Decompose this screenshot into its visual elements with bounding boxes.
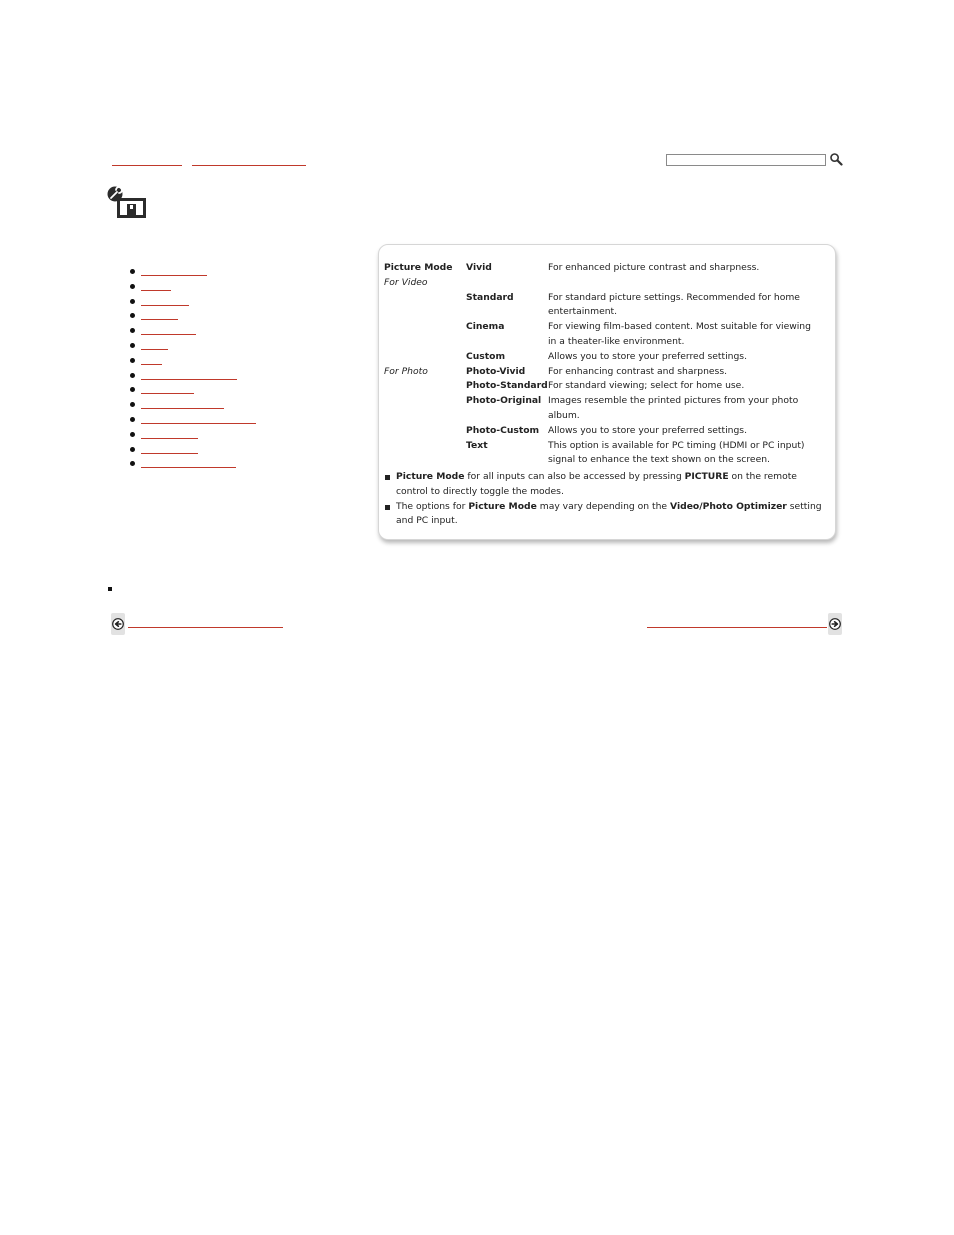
sidebar-item [128,340,256,355]
sidebar-item [128,370,256,385]
sidebar-link[interactable] [141,429,198,439]
sidebar-item [128,429,256,444]
note-text: setting and PC input. [396,500,822,527]
option-description: Allows you to store your preferred settings. [548,424,748,436]
option-row [384,424,818,439]
option-description: Images resemble the printed pictures from your photo album. [548,395,799,421]
option-description: For enhancing contrast and sharpness. [548,365,728,377]
sidebar-item [128,458,256,473]
option-name: Photo-Standard [466,380,548,392]
sidebar-item [128,384,256,399]
option-name: Cinema [466,321,505,333]
sidebar-item [128,414,256,429]
note-keyword: Picture Mode [396,471,465,482]
note-text: on the remote control to directly toggle the modes. [396,471,797,497]
sidebar-link[interactable] [141,310,178,320]
option-name: Vivid [466,262,492,273]
sidebar-link[interactable] [141,458,236,468]
search-button[interactable] [829,152,843,166]
next-page-link[interactable] [647,624,827,628]
sidebar-nav [128,266,256,473]
sidebar-item [128,296,256,311]
sidebar-link[interactable] [141,444,198,454]
picture-mode-heading: Picture Mode [384,262,453,273]
option-description: This option is available for PC timing (HDMI or PC input) signal to enhance the text shown on the screen. [548,439,805,466]
note-keyword: PICTURE [684,471,729,482]
sidebar-item [128,325,256,340]
option-name: Photo-Original [466,395,542,407]
option-category [384,439,466,469]
sidebar-item [128,281,256,296]
category-label: For Video [384,276,428,288]
option-row [384,350,818,365]
option-row [384,439,818,469]
option-row [384,365,818,380]
option-category [384,424,466,439]
notes-list [384,470,824,529]
option-category [384,365,466,380]
option-description: For viewing film-based content. Most suitable for viewing in a theater-like environment. [548,321,811,347]
sidebar-link[interactable] [141,355,162,365]
arrow-left-circle-icon [112,618,124,630]
option-description: For standard picture settings. Recommended for home entertainment. [548,291,800,318]
option-description: For enhanced picture contrast and sharpness. [548,262,760,273]
sidebar-link[interactable] [141,399,224,409]
prev-page-button[interactable] [111,613,125,635]
arrow-right-circle-icon [829,618,841,630]
sidebar-link[interactable] [141,266,207,276]
option-row [384,291,818,321]
sidebar-link[interactable] [141,340,168,350]
search-input[interactable] [666,154,826,166]
note-text: The options for [396,500,469,512]
sidebar-link[interactable] [141,325,196,335]
picture-mode-card [378,244,836,540]
sidebar-item [128,266,256,281]
note-text: may vary depending on the [536,500,671,512]
note-item [384,500,824,530]
sidebar-link[interactable] [141,281,171,291]
sidebar-item [128,444,256,459]
option-row [384,379,818,394]
option-description: For standard viewing; select for home use. [548,380,745,392]
sidebar-link[interactable] [141,414,256,424]
square-marker [108,587,112,591]
prev-page-link[interactable] [128,624,283,628]
next-page-button[interactable] [828,613,842,635]
option-row [384,261,818,291]
breadcrumb-link-1[interactable] [112,162,182,166]
option-name: Custom [466,350,506,362]
sidebar-link[interactable] [141,296,189,306]
option-description: Allows you to store your preferred settings. [548,350,748,362]
picture-mode-table [384,261,818,468]
sidebar-item [128,310,256,325]
note-keyword: Picture Mode [468,500,537,512]
option-row [384,320,818,350]
option-category [384,379,466,394]
option-category [384,350,466,365]
sidebar-link[interactable] [141,370,237,380]
option-category [384,291,466,321]
option-row [384,394,818,424]
option-name: Photo-Custom [466,424,540,436]
category-label: For Photo [384,365,428,377]
sidebar-link[interactable] [141,384,194,394]
option-name: Text [466,439,488,451]
option-category [384,320,466,350]
note-text: for all inputs can also be accessed by pressing [464,471,685,482]
settings-icon [106,186,148,220]
option-name: Standard [466,291,514,303]
note-item [384,470,824,500]
option-name: Photo-Vivid [466,365,526,377]
magnifier-icon [829,152,843,166]
sidebar-item [128,399,256,414]
option-category [384,261,466,291]
option-category [384,394,466,424]
note-keyword: Video/Photo Optimizer [670,500,787,512]
breadcrumb-link-2[interactable] [192,162,306,166]
sidebar-item [128,355,256,370]
